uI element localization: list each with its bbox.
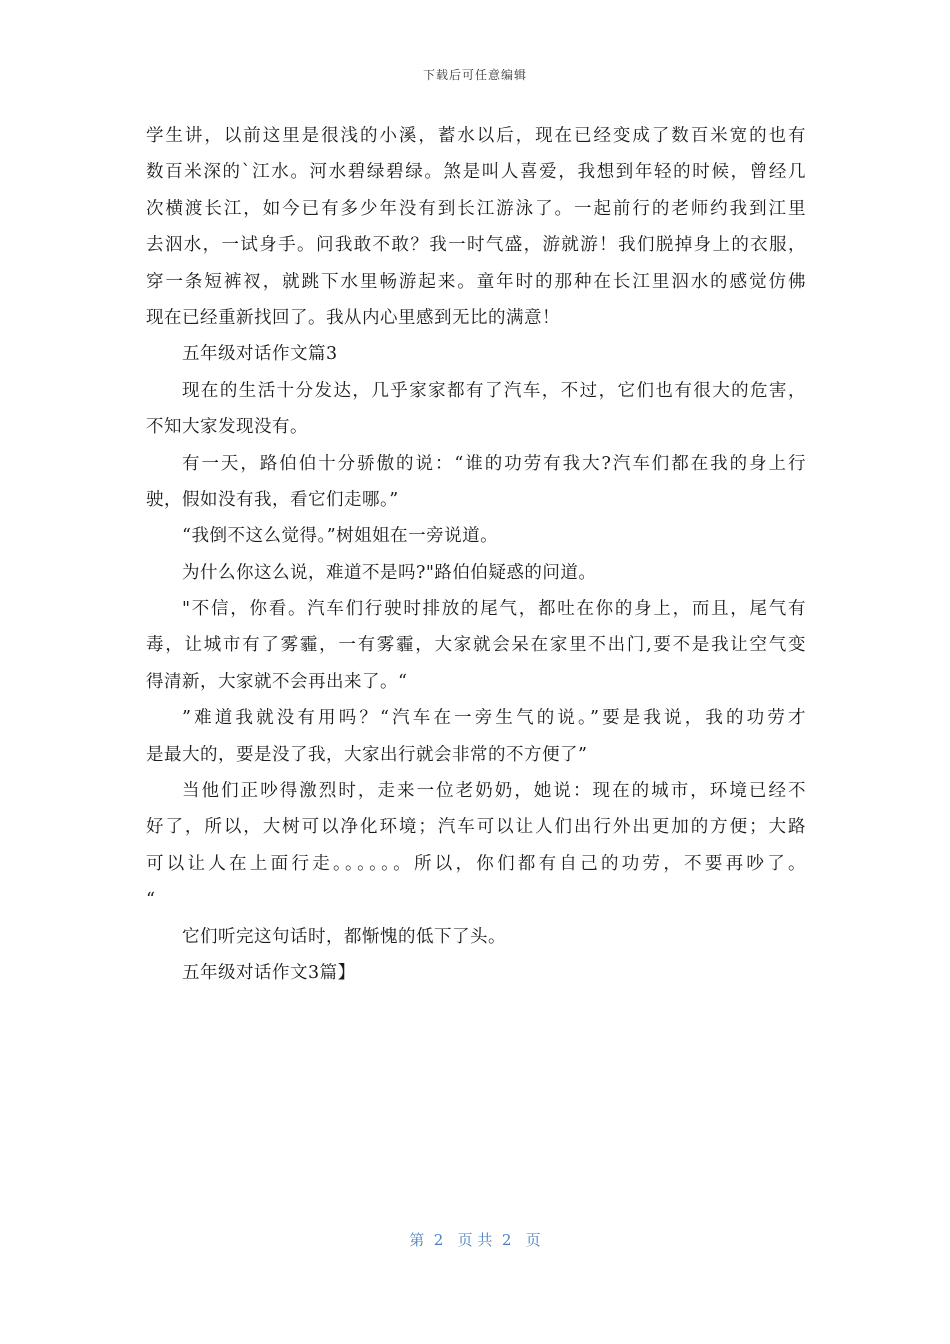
paragraph [146,518,806,554]
text-line: 有一天，路伯伯十分骄傲的说：“谁的功劳有我大?汽车们都在我的身上行 [182,453,806,474]
text-line: ”难道我就没有用吗？“汽车在一旁生气的说。”要是我说，我的功劳才 [182,708,806,729]
text-line: 次横渡长江，如今已有多少年没有到长江游泳了。一起前行的老师约我到江里 [146,198,806,219]
text-line: 数百米深的`江水。河水碧绿碧绿。煞是叫人喜爱，我想到年轻的时候，曾经几 [146,162,806,183]
text-line: 不知大家发现没有。 [146,417,308,438]
text-line: 现在的生活十分发达，几乎家家都有了汽车，不过，它们也有很大的危害， [182,380,806,401]
page-header: 下载后可任意编辑 [422,68,527,82]
paragraph [146,955,806,991]
text-line: 毒，让城市有了雾霾，一有雾霾，大家就会呆在家里不出门,要不是我让空气变 [146,635,806,656]
text-line: 好了，所以，大树可以净化环境；汽车可以让人们出行外出更加的方便；大路 [146,817,806,838]
text-line: "不信，你看。汽车们行驶时排放的尾气，都吐在你的身上，而且，尾气有 [182,599,806,620]
paragraph [146,555,806,591]
text-line: 驶，假如没有我，看它们走哪。” [146,489,399,510]
text-line: “我倒不这么觉得。”树姐姐在一旁说道。 [182,526,499,547]
paragraph [146,773,806,919]
text-line: 五年级对话作文3篇】 [182,962,356,983]
paragraph [146,919,806,955]
page-footer: 第 2 页 共 2 页 [409,1231,541,1249]
text-line: 穿一条短裤衩，就跳下水里畅游起来。童年时的那种在长江里泅水的感觉仿佛 [146,271,806,292]
text-line: 得清新，大家就不会再出来了。“ [146,671,408,692]
paragraph [146,373,806,446]
text-line: “ [146,890,156,911]
text-line: 学生讲，以前这里是很浅的小溪，蓄水以后，现在已经变成了数百米宽的也有 [146,126,806,146]
text-line: 它们听完这句话时，都惭愧的低下了头。 [182,926,506,947]
text-line: 为什么你这么说，难道不是吗?"路伯伯疑惑的问道。 [182,562,597,583]
text-line: 是最大的，要是没了我，大家出行就会非常的不方便了” [146,744,588,765]
paragraph [146,700,806,773]
section-heading [146,336,806,372]
paragraph [146,118,806,336]
paragraph [146,446,806,519]
text-line: 可以让人在上面行走。。。。。。所以，你们都有自己的功劳，不要再吵了。 [146,853,806,874]
text-line: 现在已经重新找回了。我从内心里感到无比的满意！ [146,307,560,328]
document-body [146,118,806,991]
text-line: 五年级对话作文篇3 [182,344,338,365]
text-line: 当他们正吵得激烈时，走来一位老奶奶，她说：现在的城市，环境已经不 [182,781,806,802]
paragraph [146,591,806,700]
text-line: 去泅水，一试身手。问我敢不敢？我一时气盛，游就游！我们脱掉身上的衣服， [146,235,806,256]
